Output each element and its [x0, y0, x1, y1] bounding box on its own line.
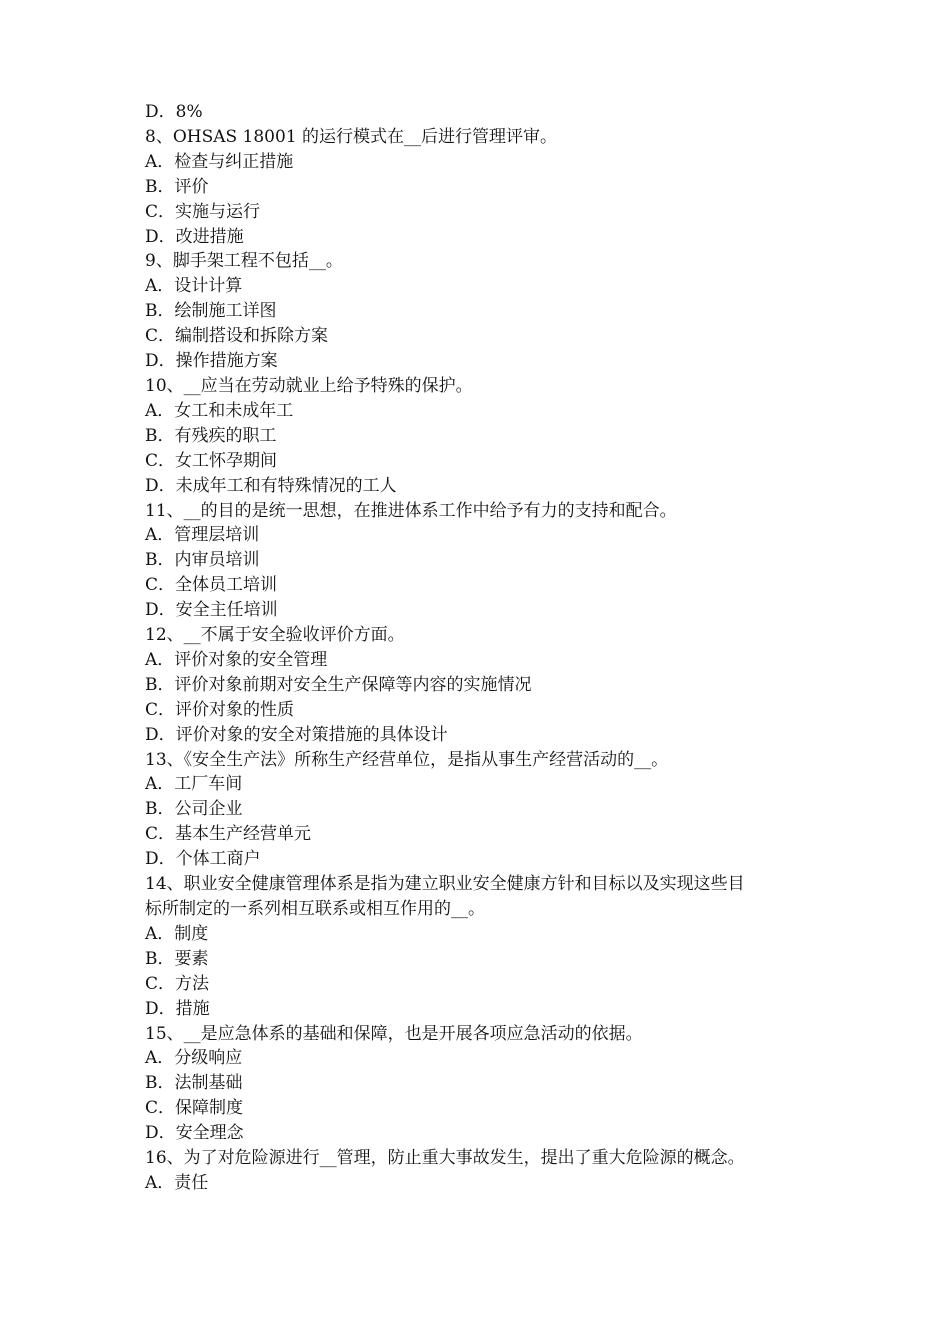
option-line: B．绘制施工详图 [145, 301, 277, 322]
option-line: C．全体员工培训 [145, 575, 278, 596]
option-line: B．要素 [145, 948, 209, 969]
option-line: D．措施 [145, 998, 210, 1019]
option-line: B．有残疾的职工 [145, 425, 277, 446]
question-line: 12、__不属于安全验收评价方面。 [145, 625, 405, 646]
question-line: 14、职业安全健康管理体系是指为建立职业安全健康方针和目标以及实现这些目 [145, 874, 745, 895]
option-line: A．分级响应 [145, 1048, 243, 1069]
option-line: D．评价对象的安全对策措施的具体设计 [145, 724, 448, 745]
document-page [145, 100, 825, 1196]
option-line: A．女工和未成年工 [145, 400, 294, 421]
option-line: A．制度 [145, 923, 209, 944]
question-line: 16、为了对危险源进行__管理，防止重大事故发生，提出了重大危险源的概念。 [145, 1148, 745, 1169]
option-line: B．内审员培训 [145, 550, 260, 571]
option-line: C．评价对象的性质 [145, 699, 295, 720]
option-line: B．公司企业 [145, 799, 243, 820]
question-line: 8、OHSAS 18001 的运行模式在__后进行管理评审。 [145, 126, 558, 147]
option-line: A．评价对象的安全管理 [145, 649, 328, 670]
option-line: A．管理层培训 [145, 525, 260, 546]
option-line: C．实施与运行 [145, 201, 261, 222]
option-line: A．工厂车间 [145, 774, 243, 795]
option-line: C．编制搭设和拆除方案 [145, 326, 329, 347]
question-line: 10、__应当在劳动就业上给予特殊的保护。 [145, 375, 473, 396]
question-line: 13、《安全生产法》所称生产经营单位，是指从事生产经营活动的__。 [145, 749, 669, 770]
option-line: D．个体工商户 [145, 849, 261, 870]
question-continuation-line: 标所制定的一系列相互联系或相互作用的__。 [145, 899, 485, 919]
option-line: B．评价 [145, 176, 209, 197]
option-line: D．未成年工和有特殊情况的工人 [145, 475, 397, 496]
question-line: 11、__的目的是统一思想，在推进体系工作中给予有力的支持和配合。 [145, 500, 677, 521]
option-line: D．操作措施方案 [145, 351, 278, 372]
question-line: 9、脚手架工程不包括__。 [145, 251, 343, 272]
question-line: 15、__是应急体系的基础和保障，也是开展各项应急活动的依据。 [145, 1023, 643, 1044]
option-line: B．法制基础 [145, 1073, 243, 1094]
option-line: D．8% [145, 102, 203, 122]
option-line: A．检查与纠正措施 [145, 151, 294, 172]
option-line: C．方法 [145, 973, 210, 994]
option-line: D．安全理念 [145, 1123, 244, 1144]
option-line: A．责任 [145, 1172, 209, 1193]
option-line: C．女工怀孕期间 [145, 450, 278, 471]
option-line: C．基本生产经营单元 [145, 824, 312, 845]
option-line: A．设计计算 [145, 276, 243, 297]
option-line: B．评价对象前期对安全生产保障等内容的实施情况 [145, 674, 532, 695]
option-line: D．安全主任培训 [145, 600, 278, 621]
option-line: D．改进措施 [145, 226, 244, 247]
option-line: C．保障制度 [145, 1098, 244, 1119]
